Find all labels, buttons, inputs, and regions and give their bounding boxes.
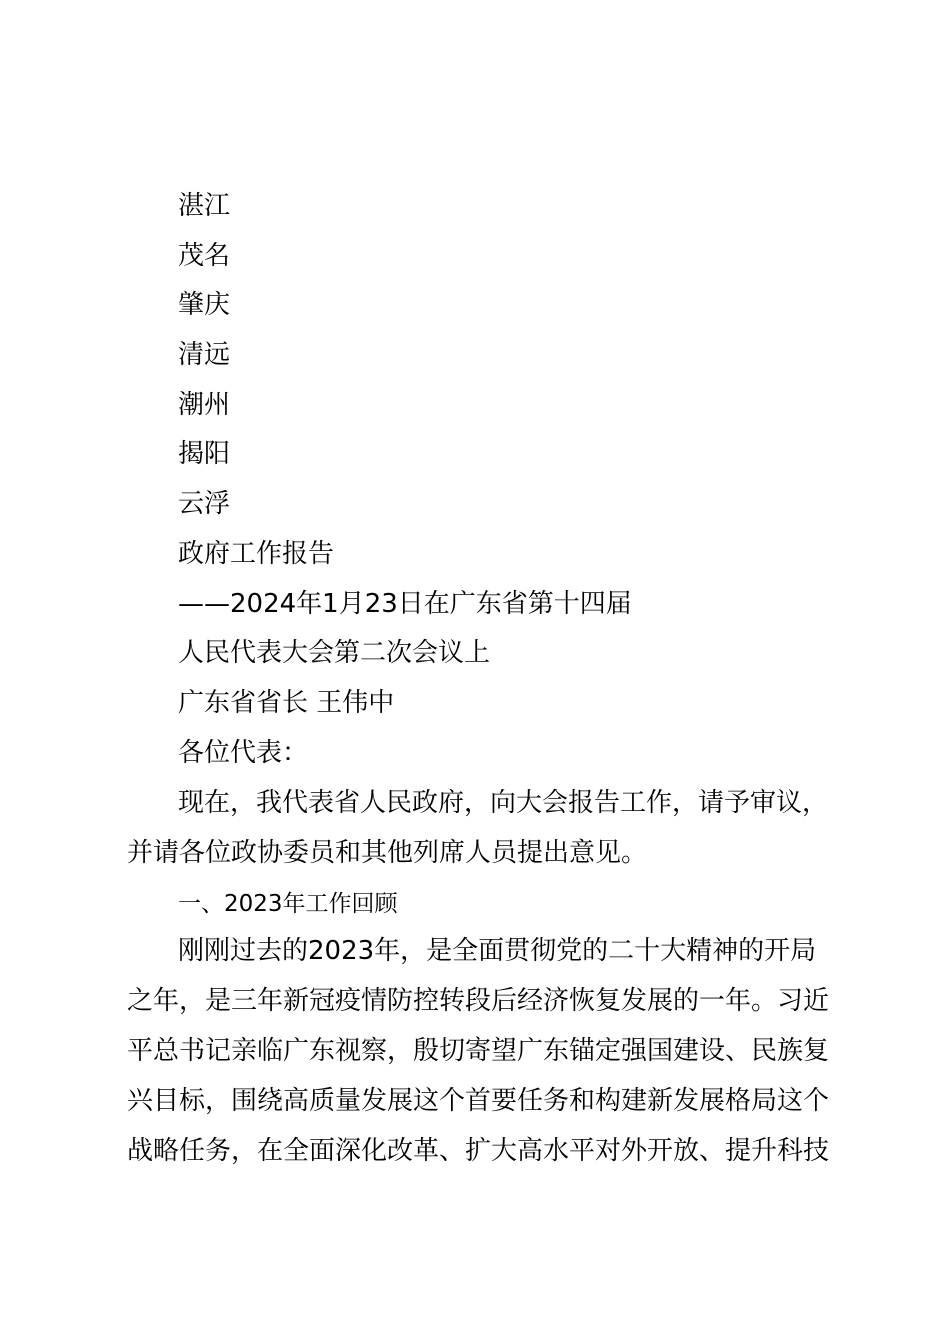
body-line: 刚刚过去的2023年，是全面贯彻党的二十大精神的开局 <box>178 936 817 966</box>
report-speaker: 广东省省长 王伟中 <box>178 688 395 718</box>
intro-line1: 现在，我代表省人民政府，向大会报告工作，请予审议， <box>178 788 829 818</box>
city-qingyuan: 清远 <box>178 340 231 370</box>
intro-line2: 并请各位政协委员和其他列席人员提出意见。 <box>127 838 648 868</box>
city-maoming: 茂名 <box>178 241 231 271</box>
body-line: 兴目标，围绕高质量发展这个首要任务和构建新发展格局这个 <box>127 1086 830 1116</box>
section-heading: 一、2023年工作回顾 <box>178 891 398 917</box>
body-line: 平总书记亲临广东视察，殷切寄望广东锚定强国建设、民族复 <box>127 1036 830 1066</box>
body-line: 战略任务，在全面深化改革、扩大高水平对外开放、提升科技 <box>127 1136 830 1166</box>
report-title: 政府工作报告 <box>178 539 335 569</box>
city-yunfu: 云浮 <box>178 489 231 519</box>
report-subtitle-line1: ——2024年1月23日在广东省第十四届 <box>178 589 632 619</box>
city-zhaoqing: 肇庆 <box>178 290 231 320</box>
greeting: 各位代表： <box>178 738 309 768</box>
city-jieyang: 揭阳 <box>178 439 231 469</box>
city-chaozhou: 潮州 <box>178 390 231 420</box>
body-line: 之年，是三年新冠疫情防控转段后经济恢复发展的一年。习近 <box>127 986 830 1016</box>
city-zhanjiang: 湛江 <box>178 191 231 221</box>
report-subtitle-line2: 人民代表大会第二次会议上 <box>178 638 491 668</box>
